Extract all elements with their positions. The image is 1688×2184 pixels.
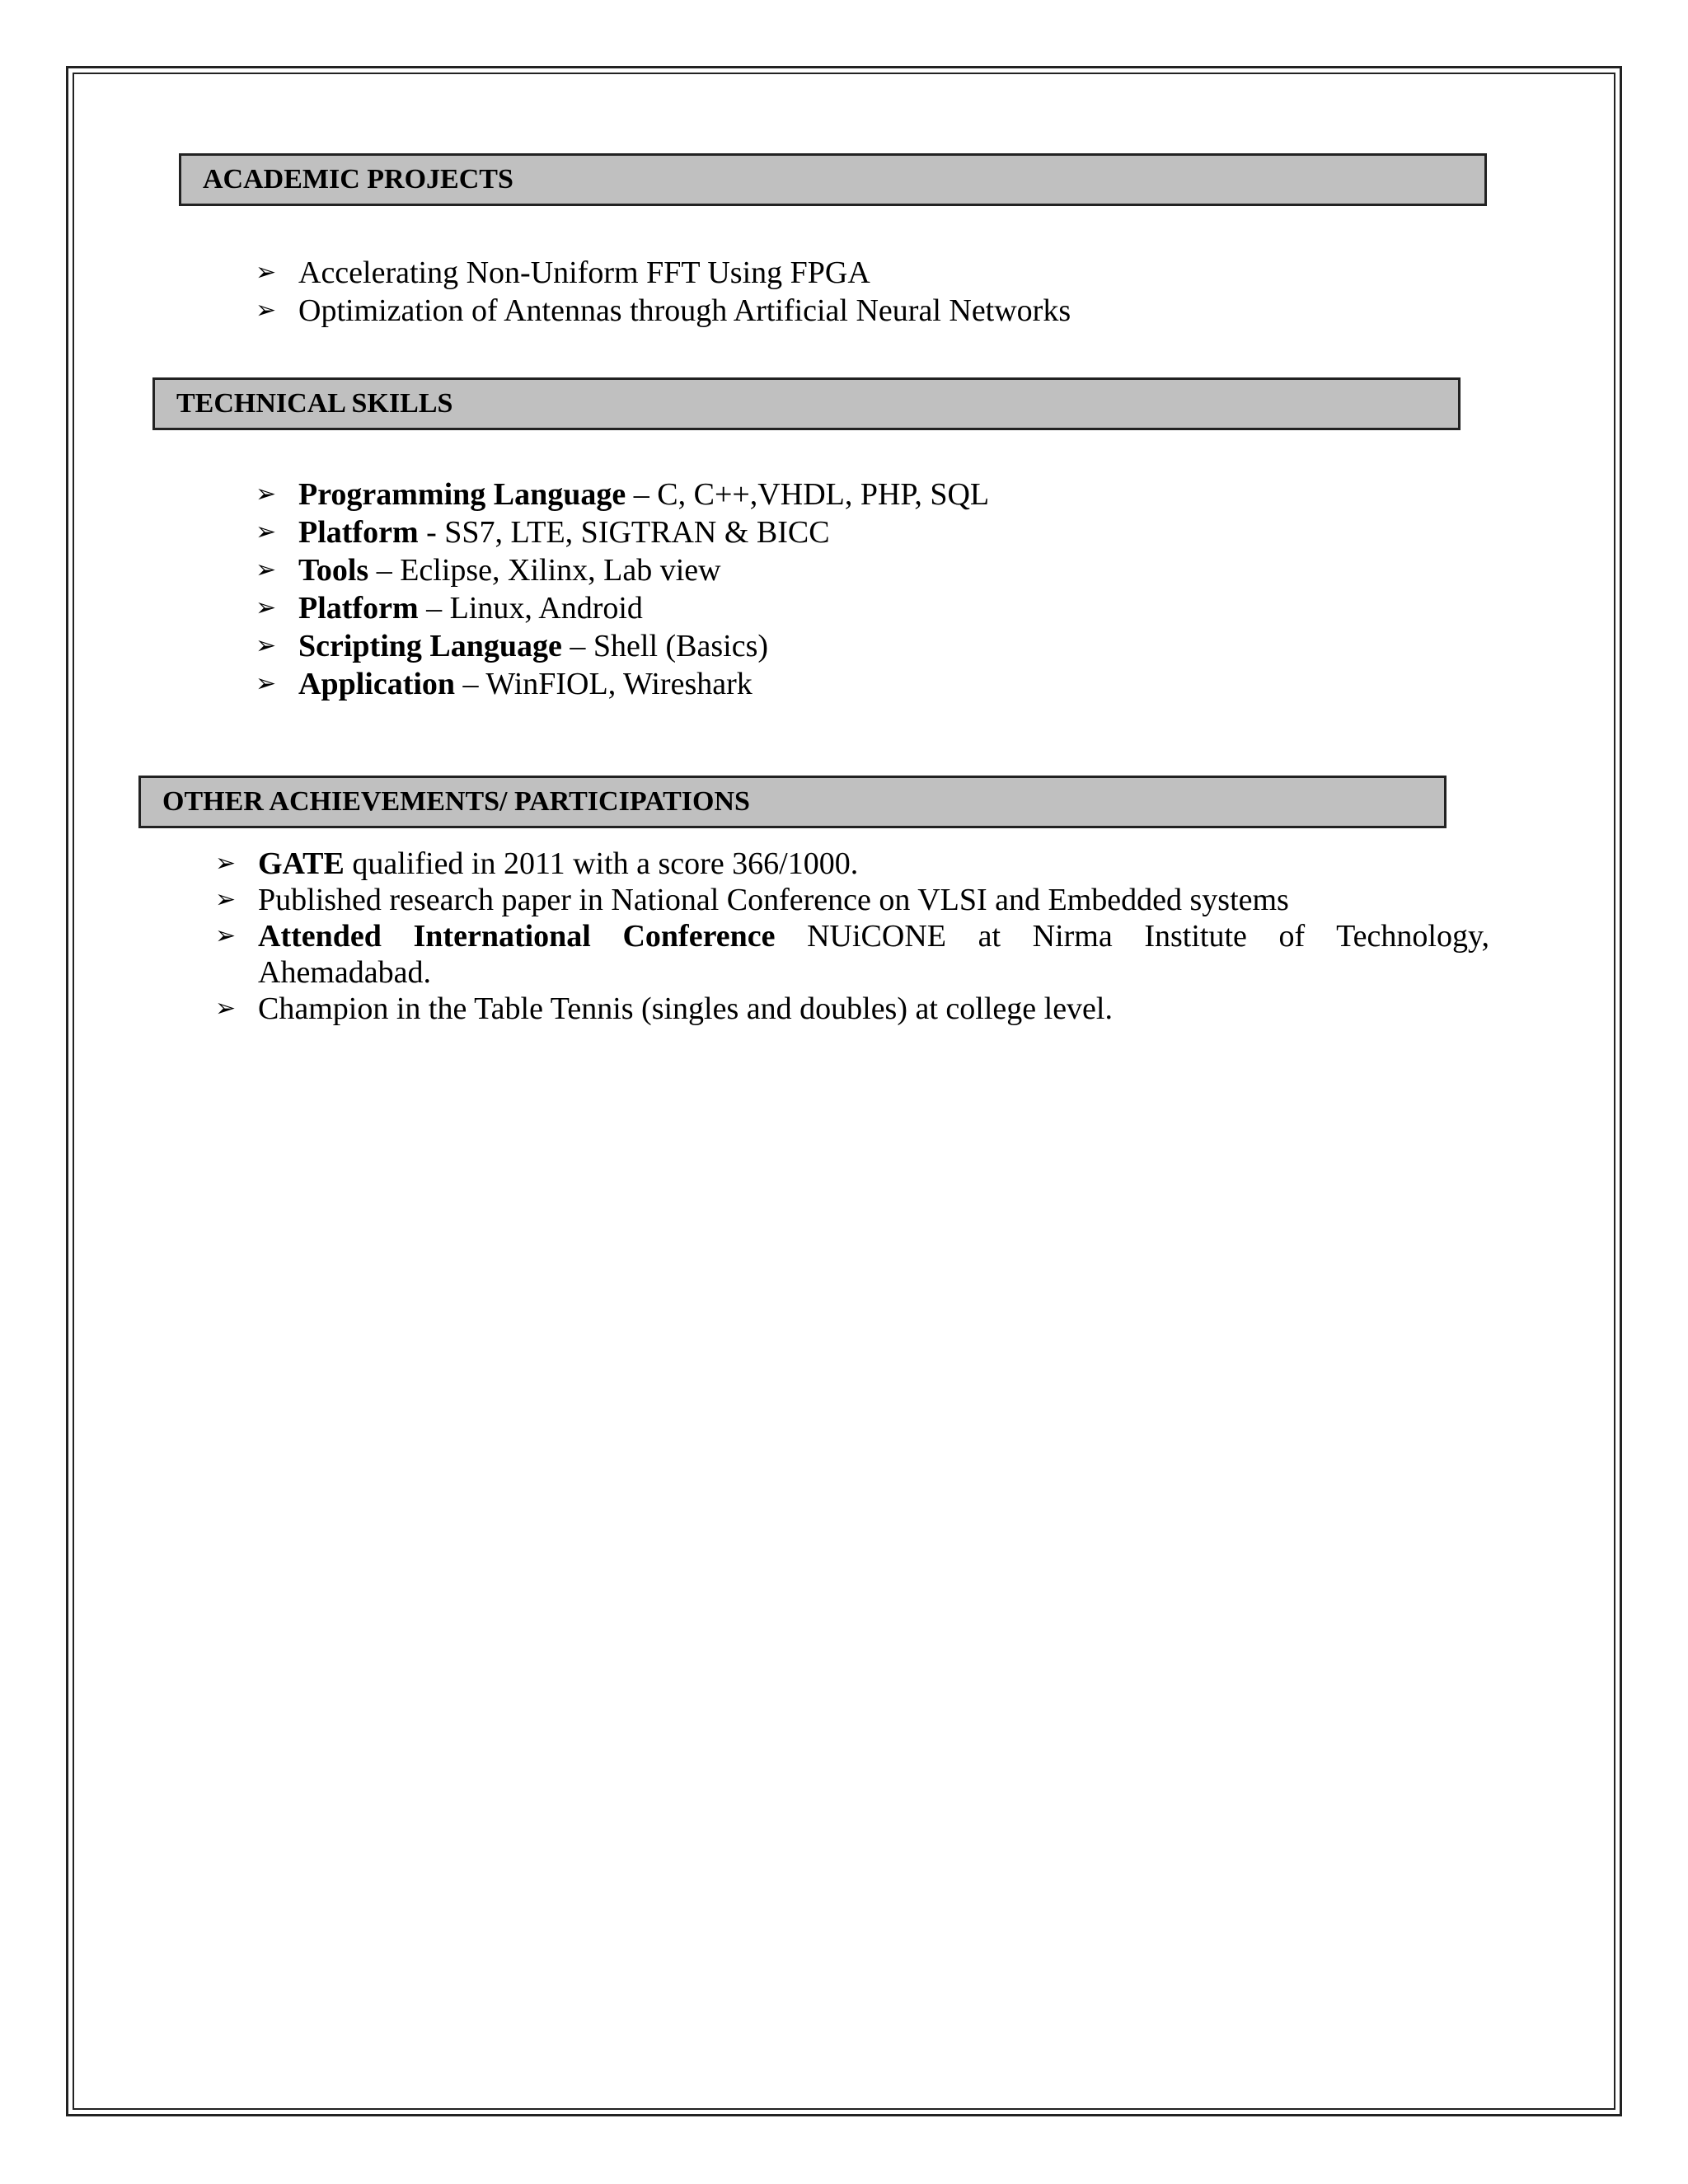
skill-label: Platform xyxy=(298,515,419,550)
skill-label: Scripting Language xyxy=(298,629,562,663)
achievement-label: Attended International Conference xyxy=(258,919,776,954)
achievement-text: Champion in the Table Tennis (singles and doubles) at college level. xyxy=(258,991,1113,1026)
arrow-bullet-icon: ➢ xyxy=(256,518,277,546)
arrow-bullet-icon: ➢ xyxy=(215,849,237,878)
arrow-bullet-icon: ➢ xyxy=(256,669,277,698)
arrow-bullet-icon: ➢ xyxy=(256,593,277,622)
arrow-bullet-icon: ➢ xyxy=(256,258,277,287)
achievement-text: NUiCONE at Nirma Institute of Technology, xyxy=(775,919,1489,954)
technical-skills-list xyxy=(256,476,990,703)
technical-skills-heading: TECHNICAL SKILLS xyxy=(152,377,1461,430)
list-item xyxy=(215,991,1489,1027)
achievement-continuation: Ahemadabad. xyxy=(258,955,431,990)
arrow-bullet-icon: ➢ xyxy=(256,480,277,509)
achievements-list xyxy=(215,846,1489,1027)
skill-value: – WinFIOL, Wireshark xyxy=(455,667,753,701)
achievement-text: Published research paper in National Conference on VLSI and Embedded systems xyxy=(258,883,1289,917)
list-item xyxy=(256,551,989,589)
list-item xyxy=(256,665,989,703)
achievement-label: GATE xyxy=(258,846,345,881)
list-item xyxy=(215,846,1489,882)
achievements-heading: OTHER ACHIEVEMENTS/ PARTICIPATIONS xyxy=(138,776,1447,828)
academic-projects-heading: ACADEMIC PROJECTS xyxy=(179,153,1487,206)
skill-label: Application xyxy=(298,667,456,701)
academic-projects-list xyxy=(256,254,1071,330)
list-item xyxy=(256,589,989,627)
skill-label: Programming Language xyxy=(298,477,626,512)
list-item xyxy=(256,476,990,513)
arrow-bullet-icon: ➢ xyxy=(256,555,277,584)
skill-value: - SS7, LTE, SIGTRAN & BICC xyxy=(418,515,830,550)
skill-value: – Linux, Android xyxy=(418,591,643,626)
arrow-bullet-icon: ➢ xyxy=(256,296,277,325)
skill-value: – C, C++,VHDL, PHP, SQL xyxy=(626,477,990,512)
list-item xyxy=(256,513,989,551)
arrow-bullet-icon: ➢ xyxy=(256,631,277,660)
skill-value: – Shell (Basics) xyxy=(561,629,769,663)
item-text: Optimization of Antennas through Artificial Neural Networks xyxy=(298,293,1071,328)
list-item xyxy=(256,254,1071,292)
item-text: Accelerating Non-Uniform FFT Using FPGA xyxy=(298,255,870,290)
achievement-text: qualified in 2011 with a score 366/1000. xyxy=(344,846,859,881)
list-item xyxy=(215,882,1489,918)
achievement-line xyxy=(258,918,1489,954)
list-item xyxy=(256,627,989,665)
arrow-bullet-icon: ➢ xyxy=(215,994,237,1023)
list-item xyxy=(256,292,1071,330)
arrow-bullet-icon: ➢ xyxy=(215,885,237,914)
skill-label: Platform xyxy=(298,591,419,626)
skill-value: – Eclipse, Xilinx, Lab view xyxy=(368,553,721,588)
skill-label: Tools xyxy=(298,553,369,588)
arrow-bullet-icon: ➢ xyxy=(215,921,237,950)
list-item xyxy=(215,918,1489,991)
